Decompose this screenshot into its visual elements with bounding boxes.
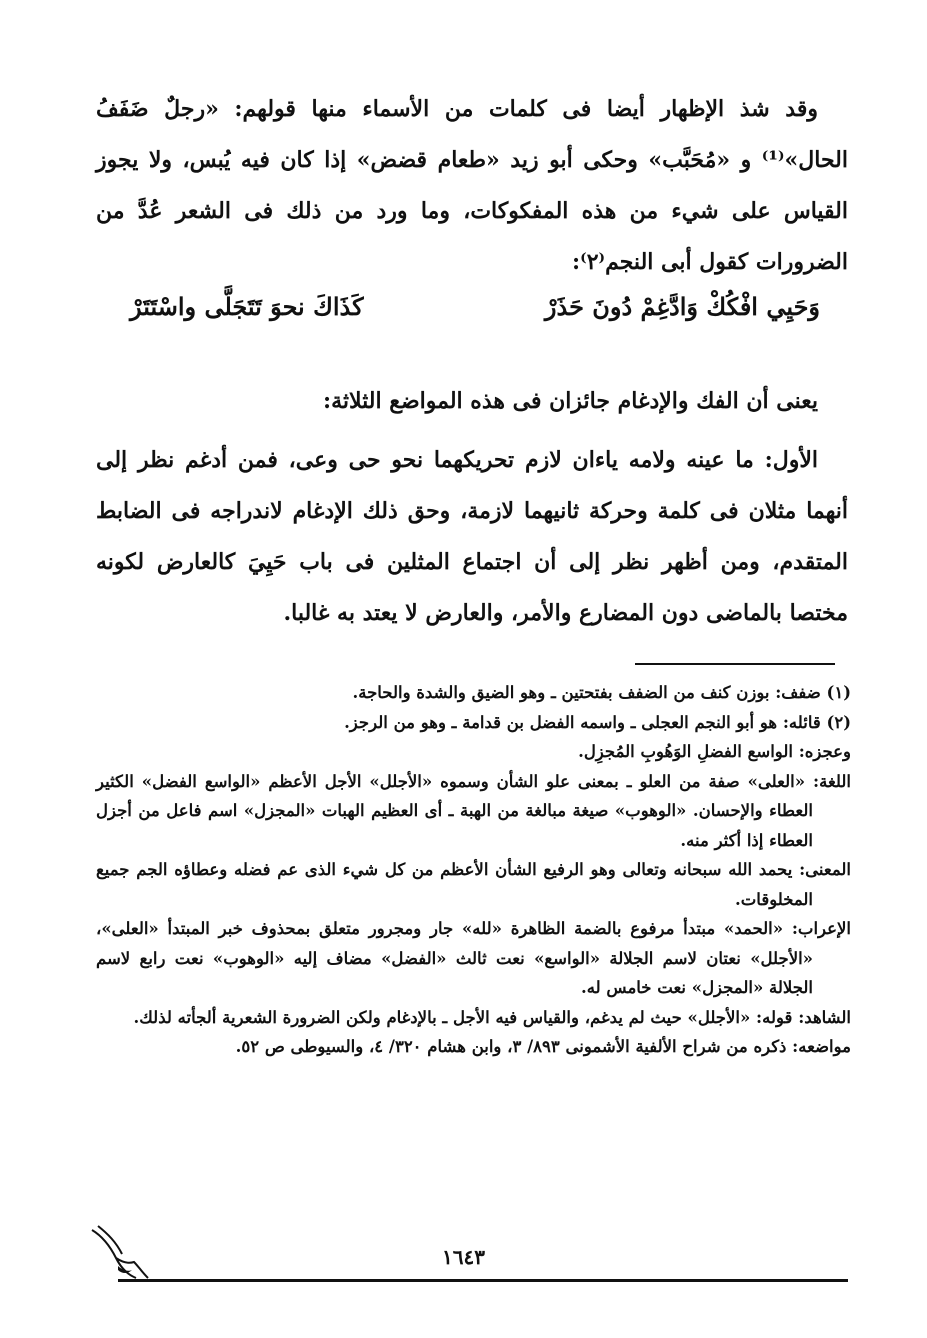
footnote-head: الشاهد:	[798, 1007, 851, 1027]
footnote-evidence	[96, 1003, 851, 1033]
footnote-meaning	[96, 855, 851, 914]
footnote-sources	[96, 1032, 851, 1062]
footnote-text: هو أبو النجم العجلى ـ واسمه الفضل بن قدامة ـ وهو من الرجز.	[344, 712, 783, 732]
footnote-text: بوزن كنف من الضفف بفتحتين ـ وهو الضيق والشدة والحاجة.	[352, 683, 776, 702]
first-case-text: ما عينه ولامه ياءان لازم تحريكهما نحو حى وعى، فمن أدغم نظر إلى أنهما مثلان فى كلمة وحركة ثانيهما لازمة، وحق ذلك الإدغام لاندراجه فى الضابط المتقدم، ومن أظهر نظر إلى أن اجتماع المثلين فى باب حَيِيَ كالعارض لكونه مختصا بالماضى دون المضارع والأمر، والعارض لا يعتد به غالبا.	[96, 447, 848, 626]
footnote-text: الواسع الفضلِ الوَهُوبِ المُجزِل.	[578, 742, 799, 761]
footnote-text: ذكره من شراح الألفية الأشمونى ٨٩٣/ ٣، وابن هشام ٣٢٠/ ٤، والسيوطى ص ٥٢.	[235, 1037, 793, 1056]
explanation-intro: يعنى أن الفك والإدغام جائزان فى هذه المواضع الثلاثة:	[322, 388, 818, 414]
footnote-head: المعنى:	[799, 860, 851, 879]
first-case-paragraph	[96, 435, 848, 639]
footnote-head: اللغة:	[813, 771, 851, 791]
first-case-label: الأول:	[764, 447, 818, 473]
footnote-text: قوله: «الأجلل» حيث لم يدغم، والقياس فيه الأجل ـ بالإدغام ولكن الضرورة الشعرية ألجأته لذلك.	[133, 1007, 799, 1027]
footnote-head: وعجزه:	[798, 742, 851, 761]
verse-second-hemistich: كَذَاكَ نحوَ تَتَجَلَّى واسْتَتَرْ	[130, 292, 364, 321]
footnote-head: الإعراب:	[791, 919, 851, 938]
footnote-grammar	[96, 914, 851, 1003]
bottom-rule	[118, 1279, 848, 1282]
page-number: ١٦٤٣	[442, 1245, 485, 1269]
footnote-verse-completion	[96, 737, 851, 767]
footnote-head: (٢) قائله:	[782, 712, 851, 732]
footnote-text: يحمد الله سبحانه وتعالى وهو الرفيع الشأن الأعظم من كل شيء الذى عم فضله وعطاؤه الجم جميع المخلوقات.	[96, 860, 813, 909]
poetry-verse	[130, 292, 820, 342]
footnote-divider	[635, 663, 835, 665]
footnote-language	[96, 767, 851, 856]
footnote-head: (١) ضفف:	[775, 683, 851, 702]
hand-ornament-icon	[88, 1222, 152, 1282]
footnote-text: «العلى» صفة من العلو ـ بمعنى علو الشأن وسموه «الأجلل» الأجل الأعظم «الواسع الفضل» الكثير العطاء والإحسان. «الوهوب» صيغة مبالغة من الهبة ـ أى العظيم الهبات «المجزل» اسم فاعل من أجزل العطاء إذا أكثر منه.	[96, 771, 814, 850]
footnotes	[96, 678, 851, 1062]
paragraph-1: وقد شذ الإظهار أيضا فى كلمات من الأسماء منها قولهم: «رجلٌ ضَفَفُ الحال»⁽¹⁾ و «مُحَبَّب» وحكى أبو زيد «طعام قضض» إذا كان فيه يُبس، ولا يجوز القياس على شيء من هذه المفكوكات، وما ورد من ذلك فى الشعر عُدَّ من الضرورات كقول أبى النجم⁽٢⁾:	[96, 96, 848, 275]
footnote-1	[96, 678, 851, 708]
footnote-2	[96, 708, 851, 738]
main-text	[96, 84, 848, 288]
explanation-section	[96, 376, 848, 639]
verse-first-hemistich: وَحَيِي افْكُكْ وَادَّغِمْ دُونَ حَذَرْ	[544, 292, 820, 321]
footnote-head: مواضعه:	[792, 1037, 851, 1056]
footnote-text: «الحمد» مبتدأ مرفوع بالضمة الظاهرة «لله» جار ومجرور متعلق بمحذوف خبر المبتدأ «العلى»، «الأجلل» نعتان لاسم الجلالة «الواسع» نعت ثالث «الفضل» مضاف إليه «الوهوب» نعت رابع لاسم الجلالة «المجزل» نعت خامس له.	[96, 919, 813, 997]
